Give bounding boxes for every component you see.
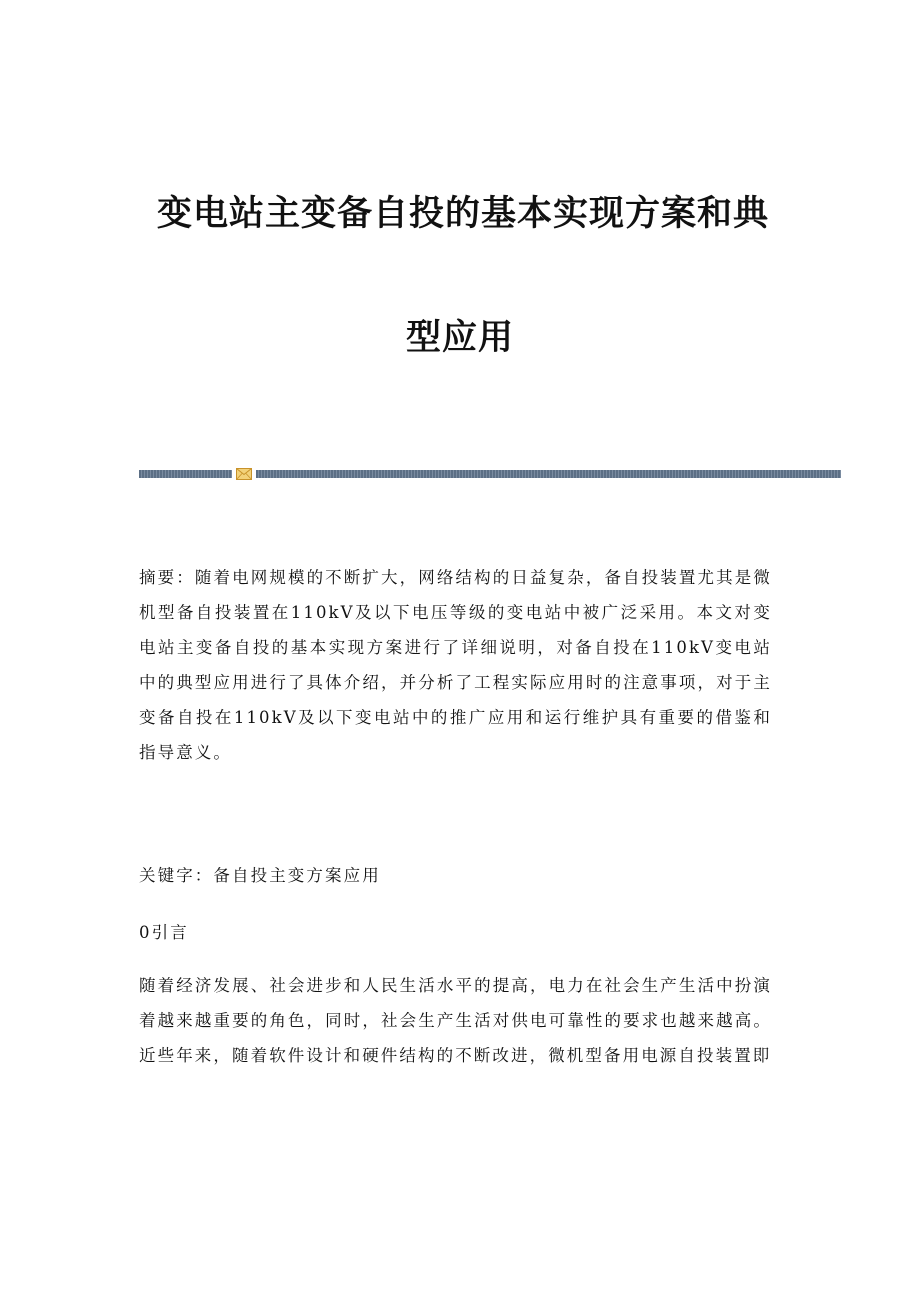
keywords-label: 关键字：	[139, 866, 214, 885]
abstract-label: 摘要：	[139, 568, 195, 587]
abstract-text: 随着电网规模的不断扩大，网络结构的日益复杂，备自投装置尤其是微机型备自投装置在110kV及以下电压等级的变电站中被广泛采用。本文对变电站主变备自投的基本实现方案进行了详细说明，对备自投在110kV变电站中的典型应用进行了具体介绍，并分析了工程实际应用时的注意事项，对于主变备自投在110kV及以下变电站中的推广应用和运行维护具有重要的借鉴和指导意义。	[139, 568, 772, 762]
document-title-line-1: 变电站主变备自投的基本实现方案和典	[156, 194, 769, 234]
abstract-paragraph	[139, 560, 772, 770]
keywords-text: 备自投主变方案应用	[213, 866, 381, 885]
envelope-ornament-icon	[236, 468, 252, 480]
section-heading: 0引言	[139, 923, 189, 942]
keywords-paragraph	[139, 858, 772, 893]
divider-bar-right	[256, 470, 841, 478]
document-title-line-2: 型应用	[405, 318, 514, 358]
intro-paragraph: 随着经济发展、社会进步和人民生活水平的提高，电力在社会生产生活中扮演着越来越重要的角色，同时，社会生产生活对供电可靠性的要求也越来越高。近些年来，随着软件设计和硬件结构的不断改进，微机型备用电源自投装置即	[139, 976, 772, 1065]
divider-bar-left	[139, 470, 232, 478]
